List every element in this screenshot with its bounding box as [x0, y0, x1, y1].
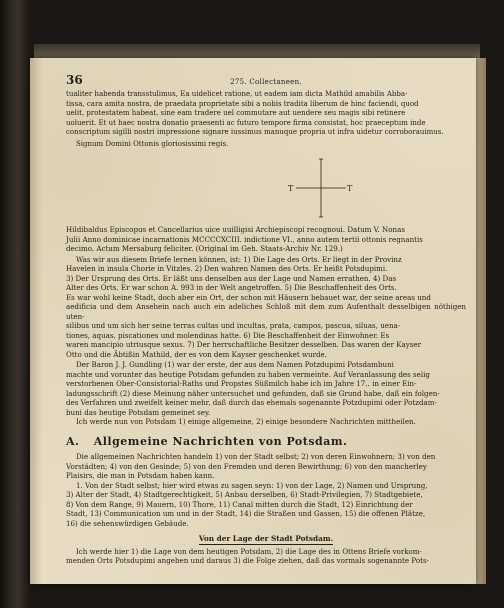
text-line: decimo. Actum Mersaburg feliciter. (Original im Geh. Staats-Archiv Nr. 129.)	[66, 244, 343, 253]
dating-clause	[66, 225, 466, 254]
book-page	[30, 58, 476, 584]
text-line: ladungsschrift (2) diese Meinung näher untersuchet und gefunden, daß sie Grund habe, daß ein folgen-	[66, 388, 440, 398]
section-heading	[66, 434, 466, 448]
intro-line: Ich werde nun von Potsdam 1) einige allgemeine, 2) einige besondere Nachrichten mittheilen.	[76, 417, 416, 426]
text-line: 3) Alter der Stadt, 4) Stadtgerechtigkeit, 5) Anbau derselben, 6) Stadt-Privilegien, 7) Stadtgebiete,	[66, 490, 423, 499]
text-line: silibus und um sich her seine terras cultas und incultas, prata, campos, pascua, siluas, uena-	[66, 321, 401, 330]
signature-line: Signum Domini Ottonis gloriosissimi regis.	[76, 139, 229, 148]
section-paragraph	[66, 452, 466, 528]
latin-charter-text	[66, 90, 466, 149]
commentary-paragraph	[66, 255, 466, 360]
text-line: menden Orts Potsdupimi angeben und daraus 3) die Folge ziehen, daß das vormals sogenannte Pots-	[66, 556, 429, 565]
text-line: waren mancipio utriusque sexus. 7) Der herrschaftliche Besitzer desselben. Das waren der Kayser	[66, 340, 421, 349]
text-line: tualiter habenda transstulimus, Ea uidelicet ratione, ut eadem iam dicta Mathild amabilis Abba-	[66, 90, 408, 98]
monogram-letter-right: T	[347, 184, 353, 193]
text-line: Es war wohl keine Stadt, doch aber ein Ort, der schon mit Häusern bebauet war, der seine areas und	[66, 292, 431, 302]
text-line: Julii Anno dominicae incarnationis MCCCCXCIII. indictione VI., anno autem tertii ottonis regnantis	[66, 234, 423, 244]
text-line: Otto und die Äbtißin Mathild, der es von dem Kayser geschenket wurde.	[66, 349, 327, 359]
monogram-letter-left: T	[288, 184, 294, 193]
text-line: Ich werde hier 1) die Lage von dem heutigen Potsdam, 2) die Lage des in Ottens Briefe vorkom-	[76, 546, 422, 556]
text-line: tiones, aquas, piscationes und molendinas hatte. 6) Die Beschaffenheit der Einwohner. Es	[66, 330, 390, 340]
text-line: Havelen in insula Chorie in Vitzles. 2) Den wahren Namen des Orts. Er heißt Potsdupimi.	[66, 264, 388, 273]
text-line: Der Baron J. J. Gundling (1) war der erste, der aus dem Namen Potzdupimi Potsdambuni	[76, 360, 394, 369]
running-head: 275. Collectaneen.	[230, 78, 302, 86]
text-line: Alter des Orts. Er war schon A. 993 in der Welt angetroffen. 5) Die Beschaffenheit des Orts.	[66, 283, 397, 292]
text-line: des Verfahren und zweifelt keiner mehr, daß durch das ehemals sogenannte Potzdupimi oder Potzdam-	[66, 398, 437, 407]
page-stack-edge	[476, 58, 486, 584]
section-letter: A.	[66, 434, 80, 448]
text-line: 16) die sehenswürdigen Gebäude.	[66, 518, 189, 528]
text-line: machte und vorunter das heutige Potsdam gefunden zu haben vermeinte. Auf Veranlassung des selig	[66, 369, 430, 379]
sub-heading	[66, 534, 466, 544]
text-line: buni das heutige Potsdam gemeinet sey.	[66, 407, 211, 417]
text-line: 8) Von dem Range, 9) Mauern, 10) Thore, 11) Canal mitten durch die Stadt, 12) Einrichtung der	[66, 499, 413, 509]
page-header	[66, 73, 466, 90]
text-line: Plaisirs, die man in Potsdam haben kann.	[66, 471, 215, 480]
text-line: Stadt, 13) Communication um und in der Stadt, 14) die Straßen und Gassen, 15) die offenen Plätze,	[66, 509, 426, 518]
royal-monogram	[66, 155, 466, 221]
page-top-edge	[34, 44, 480, 58]
text-line: aedificia und dem Ansehein nach auch ein adeliches Schloß mit dem zum Aufenthalt desselbigen nöthigen uten-	[66, 302, 466, 321]
sub-heading-text: Von der Lage der Stadt Potsdam.	[198, 534, 334, 543]
gundling-paragraph	[66, 360, 466, 427]
text-line: Die allgemeinen Nachrichten handeln 1) von der Stadt selbst; 2) von deren Einwohnern; 3) von den	[76, 452, 436, 461]
text-line: uoluerit. Et ut haec nostra donatio praesenti ac futuro tempore firma consistat, hoc praeceptum inde	[66, 118, 426, 127]
section-title: Allgemeine Nachrichten von Potsdam.	[93, 434, 348, 448]
text-line: uelit, protestatem habeat, sine eam tradere uel commutare aut uendere seu magis sibi retinere	[66, 109, 406, 117]
text-line: 3) Der Ursprung des Orts. Er läßt uns denselben aus der Lage und Namen errathen. 4) Das	[66, 273, 397, 283]
text-line: verstorbenen Ober-Consistorial-Raths und Propstes Süßmilch habe ich im Jahre 17.. in einer Ein-	[66, 379, 417, 388]
text-line: conscriptum sigilli nostri impressione signare iussimus manuque propria ut infra uidetur corroborauimus.	[66, 128, 444, 136]
text-line: 1. Von der Stadt selbst; hier wird etwas zu sagen seyn: 1) von der Lage, 2) Namen und Ursprung,	[76, 480, 428, 490]
text-line: Hildibaldus Episcopus et Cancellarius uice uuilligisi Archiepiscopi recognoui. Datum V. Nonas	[66, 225, 405, 234]
page-number: 36	[66, 73, 83, 87]
monogram-cross-icon	[286, 155, 356, 221]
final-paragraph	[66, 547, 466, 566]
text-line: Was wir aus diesem Briefe lernen können, ist: 1) Die Lage des Orts. Er liegt in der Provinz	[76, 254, 402, 264]
text-line: tissa, cara amita nostra, de praedata proprietate sibi a nobis tradita liberum de hinc faciendi, quod	[66, 99, 419, 108]
text-line: Vorstädten; 4) von den Gesinde; 5) von den Fremden und deren Bewirthung; 6) von den mancherley	[66, 461, 427, 471]
page-content	[66, 73, 466, 566]
